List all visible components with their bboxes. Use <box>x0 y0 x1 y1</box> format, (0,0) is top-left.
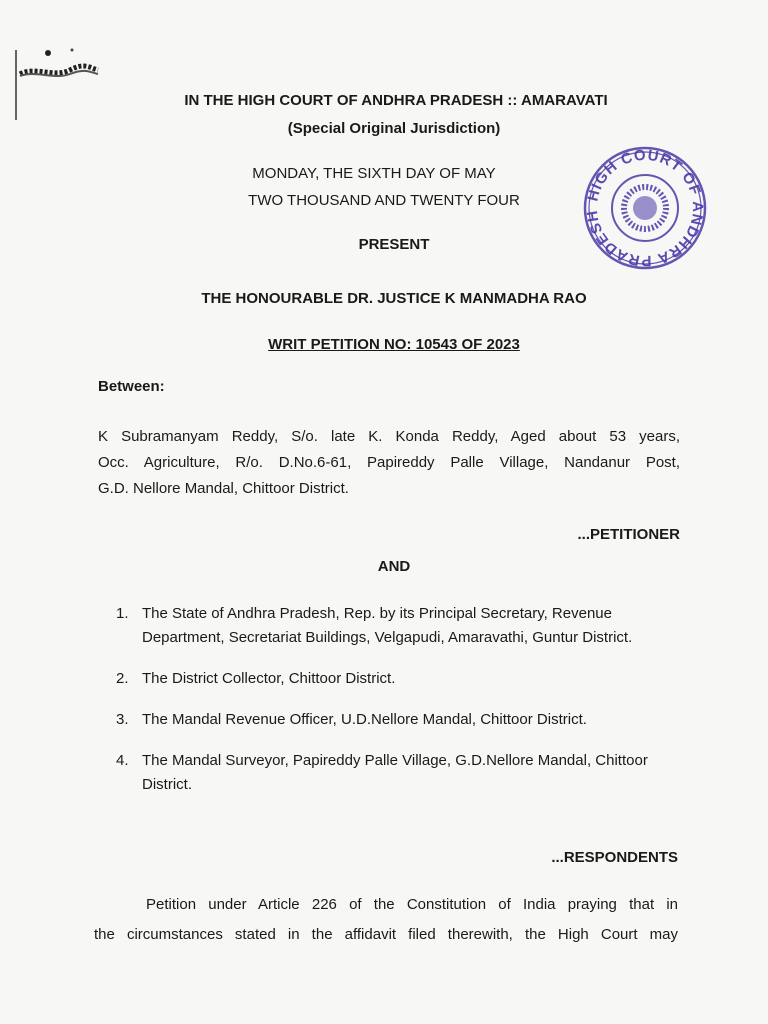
list-item <box>116 667 676 691</box>
petitioner-role: ...PETITIONER <box>577 526 680 543</box>
respondents-list <box>116 602 676 814</box>
petitioner-line: G.D. Nellore Mandal, Chittoor District. <box>98 480 349 497</box>
and-label: AND <box>377 558 411 575</box>
prayer-line: the circumstances stated in the affidavit filed therewith, the High Court may <box>94 926 678 943</box>
between-label: Between: <box>98 378 165 395</box>
list-item-number: 1. <box>116 605 129 622</box>
list-item <box>116 708 676 732</box>
list-item-text: The District Collector, Chittoor District. <box>142 670 396 687</box>
court-title: IN THE HIGH COURT OF ANDHRA PRADESH :: AMARAVATI <box>184 92 608 109</box>
list-item-text: The State of Andhra Pradesh, Rep. by its Principal Secretary, Revenue Department, Secretariat Buildings, Velgapudi, Amaravathi, Guntur District. <box>142 605 633 646</box>
list-item <box>116 749 676 797</box>
respondents-role: ...RESPONDENTS <box>551 849 678 866</box>
list-item-number: 4. <box>116 752 129 769</box>
court-seal-stamp <box>580 143 710 273</box>
list-item-text: The Mandal Surveyor, Papireddy Palle Village, G.D.Nellore Mandal, Chittoor District. <box>142 752 648 793</box>
list-item-number: 3. <box>116 711 129 728</box>
petitioner-details <box>98 424 680 502</box>
petitioner-line: Occ. Agriculture, R/o. D.No.6-61, Papireddy Palle Village, Nandanur Post, <box>98 454 680 471</box>
petitioner-line: K Subramanyam Reddy, S/o. late K. Konda Reddy, Aged about 53 years, <box>98 428 680 445</box>
judge-name: THE HONOURABLE DR. JUSTICE K MANMADHA RAO <box>201 290 587 307</box>
seal-text: HIGH COURT OF ANDHRA PRADESH <box>583 146 707 270</box>
prayer-line: Petition under Article 226 of the Constitution of India praying that in <box>146 896 678 913</box>
list-item <box>116 602 676 650</box>
date-line-2: TWO THOUSAND AND TWENTY FOUR <box>248 192 520 209</box>
case-number: WRIT PETITION NO: 10543 OF 2023 <box>268 336 520 353</box>
list-item-text: The Mandal Revenue Officer, U.D.Nellore Mandal, Chittoor District. <box>142 711 587 728</box>
date-line-1: MONDAY, THE SIXTH DAY OF MAY <box>252 165 496 182</box>
list-item-number: 2. <box>116 670 129 687</box>
prayer-paragraph <box>94 890 678 950</box>
present-label: PRESENT <box>358 236 430 253</box>
jurisdiction-label: (Special Original Jurisdiction) <box>287 120 501 137</box>
